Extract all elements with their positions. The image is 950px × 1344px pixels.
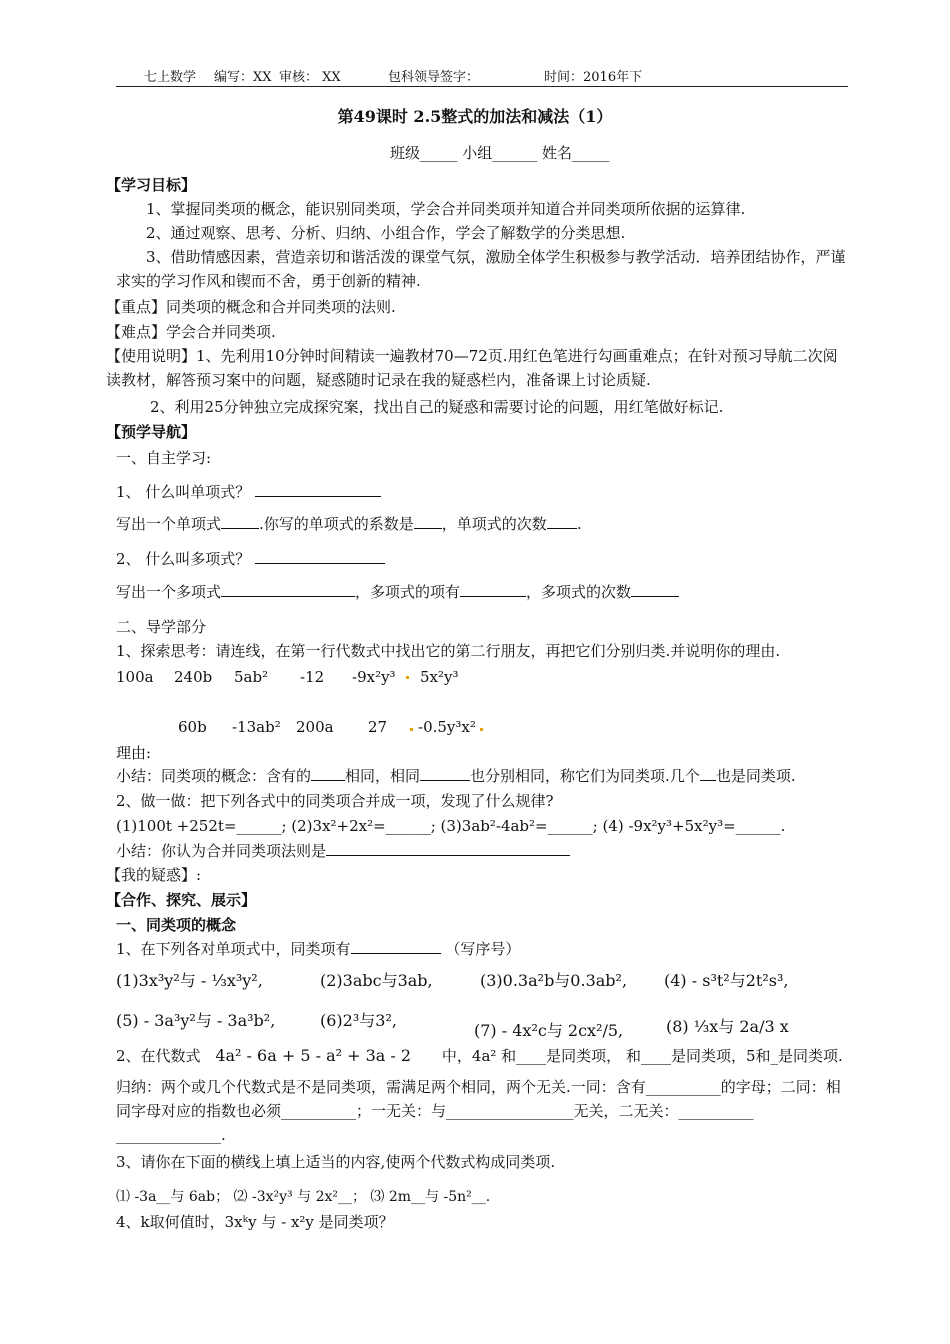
guide-heading: 二、导学部分 [116, 618, 207, 636]
fill-like-terms-question: 3、请你在下面的横线上填上适当的内容,使两个代数式构成同类项. [116, 1153, 556, 1171]
header-subject: 七上数学 [144, 70, 197, 85]
question-polynomial-text: 2、 什么叫多项式？ [116, 550, 251, 568]
header-reviewer: 审核： XX [279, 70, 341, 85]
summary-rule-text: 小结：你认为合并同类项法则是 [116, 842, 327, 860]
answer-blank[interactable] [221, 514, 259, 529]
k-value-question: 4、k取何值时，3xᵏy 与 - x²y 是同类项？ [116, 1213, 394, 1231]
header-leader-sign: 包科领导签字： [388, 70, 480, 85]
terms-text: ，多项式的项有 [355, 583, 461, 601]
answer-blank[interactable] [326, 841, 570, 856]
usage-note-1: 【使用说明】1、先利用10分钟时间精读一遍教材70—72页.用红色笔进行勾画重难点；在针对预习导航二次阅读教材，解答预习案中的问题，疑惑随时记录在我的疑惑栏内，准备课上讨论质疑. [106, 347, 838, 389]
algebraic-expression-question [116, 1045, 843, 1067]
preview-heading: 【预学导航】 [106, 423, 197, 441]
fill-like-terms-items: ⑴ -3a__与 6ab； ⑵ -3x²y³ 与 2x²__； ⑶ 2m__与 -5n²__. [116, 1189, 491, 1205]
doubt-label: 【我的疑惑】: [106, 866, 202, 884]
concept-heading: 一、同类项的概念 [116, 916, 237, 934]
expr: 5x²y³ [420, 668, 459, 686]
combine-exercises: (1)100t +252t=______; (2)3x²+2x²=______; (3)3ab²-4ab²=______; (4) -9x²y³+5x²y³=______. [116, 817, 786, 835]
write-polynomial-line [116, 581, 679, 603]
q2-text: 2、在代数式 [116, 1047, 201, 1065]
question-monomial-text: 1、 什么叫单项式？ [116, 483, 251, 501]
header-time: 时间：2016年下 [544, 70, 643, 85]
q2-blanks-text: 4a² 和____是同类项， 和____是同类项，5和_是同类项. [471, 1047, 843, 1065]
pair-item: (8) ⅓x与 2a/3 x [666, 1017, 789, 1036]
pair-item: (6)2³与3², [320, 1011, 397, 1030]
summary-text: 相同，相同 [345, 767, 421, 785]
write-monomial-line: 写出一个单项式 .你写的单项式的系数是 ，单项式的次数 . [116, 515, 582, 533]
header-editor: 编写：XX [214, 70, 272, 85]
expr: 27 [368, 718, 388, 736]
goal-3: 3、借助情感因素，营造亲切和谐活泼的课堂气氛，激励全体学生积极参与教学活动．培养团结协作，严谨求实的学习作风和锲而不舍，勇于创新的精神. [116, 248, 846, 290]
like-terms-question-text: 1、在下列各对单项式中，同类项有 [116, 940, 351, 958]
reason-label: 理由: [116, 744, 152, 762]
pair-item: (1)3x³y²与 - ⅓x³y², [116, 971, 263, 990]
question-monomial [116, 481, 381, 503]
answer-blank[interactable] [631, 582, 679, 597]
goal-1: 1、掌握同类项的概念，能识别同类项，学会合并同类项并知道合并同类项所依据的运算律. [146, 200, 746, 218]
answer-blank[interactable] [221, 582, 355, 597]
answer-blank[interactable] [700, 766, 716, 781]
do-it-question: 2、做一做：把下列各式中的同类项合并成一项，发现了什么规律? [116, 792, 554, 810]
summary-text: 也分别相同，称它们为同类项.几个 [470, 767, 700, 785]
q2-expression: 4a² - 6a + 5 - a² + 3a - 2 [215, 1046, 412, 1065]
answer-blank[interactable] [414, 514, 442, 529]
expr: 100a [116, 668, 154, 686]
key-point: 【重点】同类项的概念和合并同类项的法则. [106, 298, 396, 316]
goal-2: 2、通过观察、思考、分析、归纳、小组合作，学会了解数学的分类思想. [146, 224, 626, 242]
summary-like-terms [116, 765, 796, 787]
student-info: 班级_____ 小组______ 姓名_____ [390, 144, 610, 162]
answer-blank[interactable] [420, 766, 470, 781]
summary-rule [116, 840, 570, 862]
explore-question: 1、探索思考：请连线，在第一行代数式中找出它的第二行朋友，再把它们分别归类.并说明你的理由. [116, 642, 781, 660]
expr: -13ab² [232, 718, 281, 736]
answer-blank[interactable] [460, 582, 526, 597]
answer-blank[interactable] [351, 939, 441, 954]
like-terms-question-tail: （写序号） [445, 940, 521, 958]
summary-text: 也是同类项. [715, 767, 796, 785]
answer-blank[interactable] [547, 514, 577, 529]
page-header [116, 66, 848, 87]
goals-heading: 【学习目标】 [106, 176, 197, 194]
pair-item: (5) - 3a³y²与 - 3a³b², [116, 1011, 276, 1030]
expr: -9x²y³ [352, 668, 396, 686]
answer-blank[interactable] [255, 482, 381, 497]
q2-text: 中， [441, 1047, 472, 1065]
poly-degree-text: ，多项式的次数 [526, 583, 632, 601]
like-terms-question [116, 938, 520, 960]
usage-note-2: 2、利用25分钟独立完成探究案，找出自己的疑惑和需要讨论的问题，用红笔做好标记. [150, 398, 724, 416]
marker-dot [406, 676, 409, 679]
marker-dot [410, 728, 413, 731]
pair-item: (7) - 4x²c与 2cx²/5, [474, 1021, 624, 1040]
answer-blank[interactable] [311, 766, 345, 781]
write-monomial-text: 写出一个单项式 [116, 515, 222, 533]
pair-item: (3)0.3a²b与0.3ab², [480, 971, 628, 990]
expr: 240b [174, 668, 213, 686]
write-polynomial-text: 写出一个多项式 [116, 583, 222, 601]
coefficient-text: .你写的单项式的系数是 [259, 515, 414, 533]
coop-heading: 【合作、探究、展示】 [106, 891, 257, 909]
page-title: 第49课时 2.5整式的加法和减法（1） [337, 107, 613, 126]
expr: 60b [178, 718, 207, 736]
self-study-heading: 一、自主学习: [116, 449, 212, 467]
pair-item: (4) - s³t²与2t²s³, [664, 971, 789, 990]
pair-item: (2)3abc与3ab, [320, 971, 433, 990]
summary-text: 小结：同类项的概念：含有的 [116, 767, 312, 785]
expr: -12 [300, 668, 325, 686]
question-polynomial [116, 548, 385, 570]
answer-blank[interactable] [255, 549, 385, 564]
expr: -0.5y³x² [418, 718, 476, 736]
marker-dot [480, 728, 483, 731]
expr: 200a [296, 718, 334, 736]
induction-summary: 归纳：两个或几个代数式是不是同类项，需满足两个相同，两个无关.一同：含有__________的字母；二同：相同字母对应的指数也必须__________；一无关：与_________________无关，二无关：__________ ______________. [116, 1078, 841, 1144]
degree-text: ，单项式的次数 [441, 515, 547, 533]
difficulty: 【难点】学会合并同类项. [106, 323, 276, 341]
expr: 5ab² [234, 668, 269, 686]
